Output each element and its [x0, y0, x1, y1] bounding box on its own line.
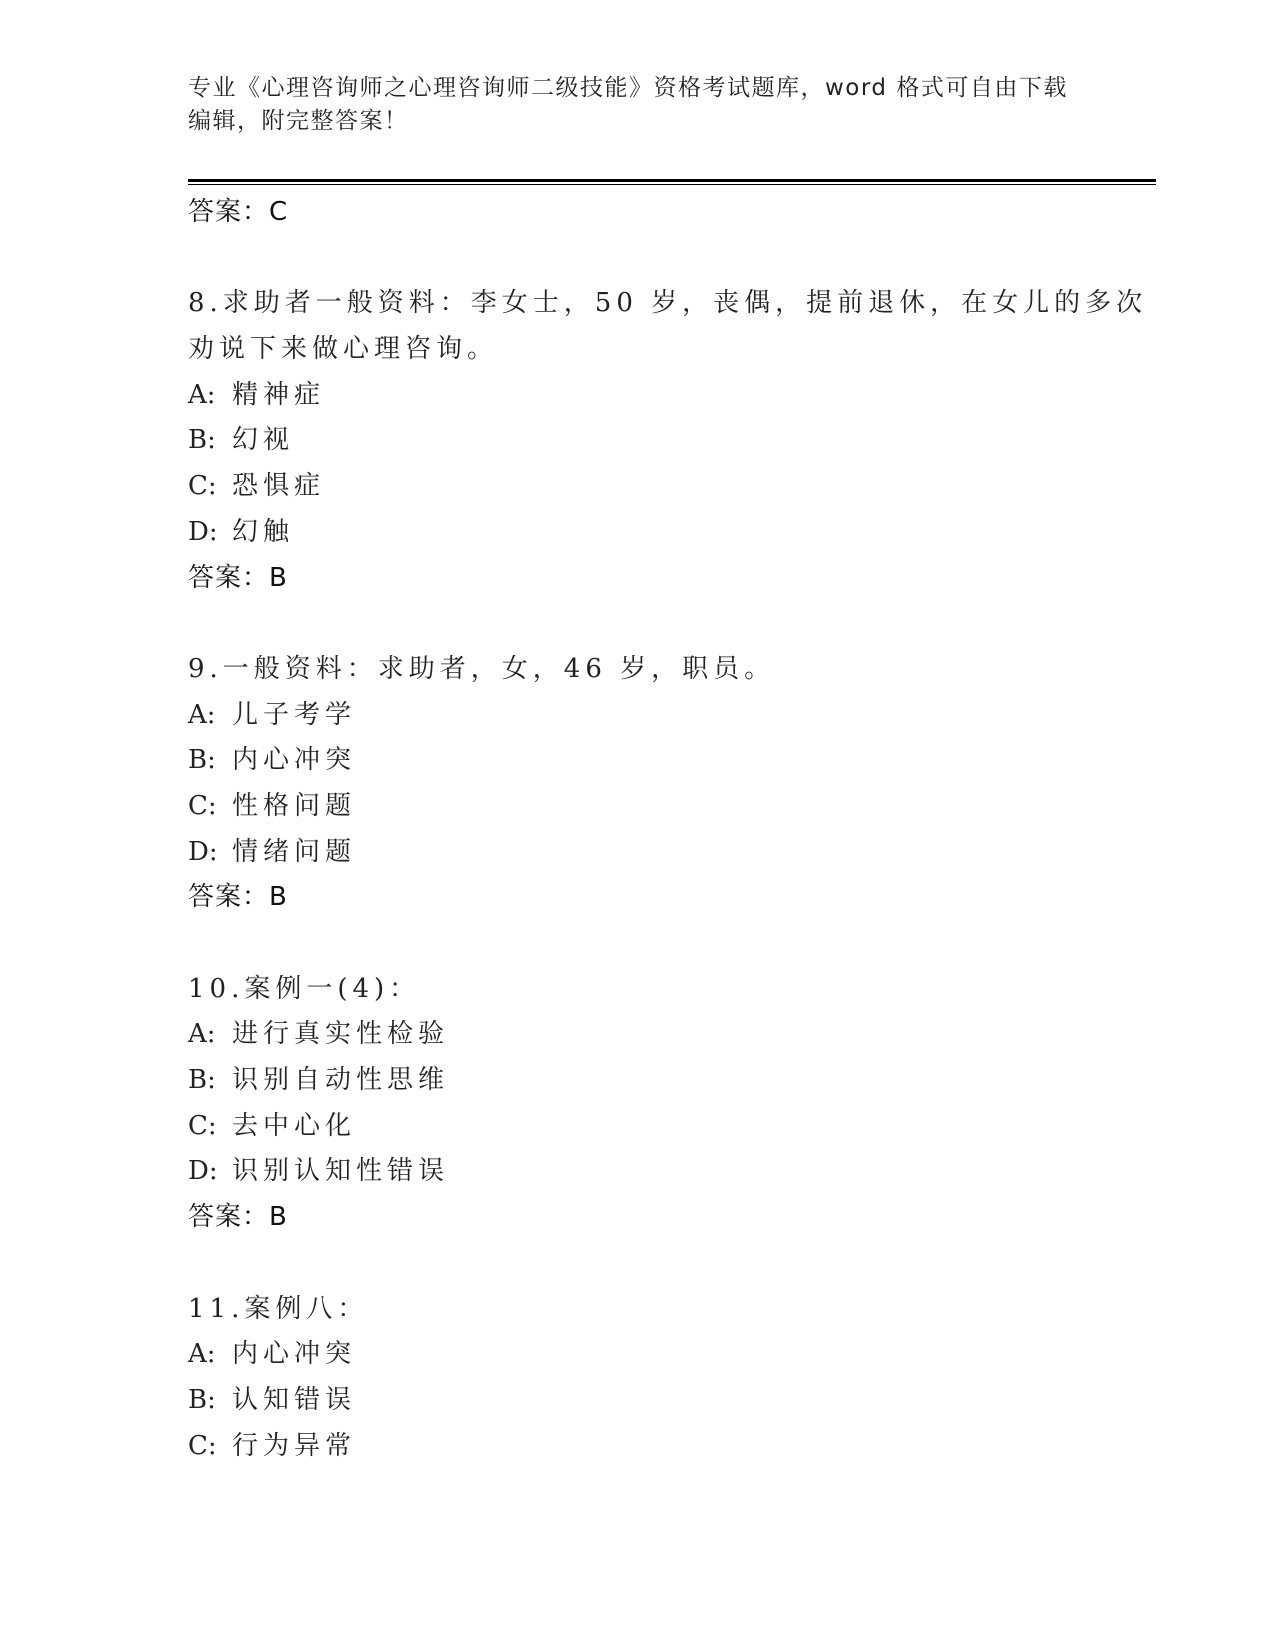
question-8 [188, 281, 1148, 601]
question-stem: 9.一般资料：求助者，女，46 岁，职员。 [188, 653, 776, 684]
option-letter: C: [188, 790, 217, 821]
option-text: 内心冲突 [232, 1339, 357, 1370]
option-d [188, 830, 1088, 876]
spacer [188, 236, 1088, 282]
option-text: 去中心化 [232, 1110, 357, 1141]
header-divider-thin [188, 184, 1156, 185]
option-letter: C: [188, 1430, 217, 1461]
option-c [188, 1424, 1088, 1470]
option-text: 行为异常 [232, 1430, 357, 1461]
option-letter: C: [188, 1110, 217, 1141]
option-a [188, 1012, 1088, 1058]
option-text: 认知错误 [232, 1384, 357, 1415]
question-list [188, 190, 1148, 1469]
question-11 [188, 1287, 1088, 1470]
option-text: 识别自动性思维 [232, 1065, 450, 1096]
option-c [188, 464, 1088, 510]
question-stem-continued: 劝说下来做心理咨询。 [188, 334, 499, 365]
option-b [188, 738, 1088, 784]
option-text: 恐惧症 [232, 471, 326, 502]
option-letter: A: [188, 699, 216, 730]
option-text: 识别认知性错误 [232, 1156, 450, 1187]
option-text: 性格问题 [232, 790, 357, 821]
option-letter: B: [188, 1384, 216, 1415]
option-letter: B: [188, 745, 216, 776]
option-text: 情绪问题 [232, 836, 357, 867]
answer: 答案：B [188, 562, 288, 593]
option-letter: A: [188, 1019, 216, 1050]
answer: 答案：B [188, 1202, 288, 1233]
option-letter: A: [188, 1339, 216, 1370]
option-letter: D: [188, 1156, 218, 1187]
option-text: 内心冲突 [232, 745, 357, 776]
spacer [188, 921, 1088, 967]
option-c [188, 1104, 1088, 1150]
previous-answer: 答案：C [188, 197, 289, 227]
option-letter: D: [188, 836, 218, 867]
option-letter: A: [188, 379, 216, 410]
spacer [188, 1241, 1088, 1287]
option-text: 精神症 [232, 379, 326, 410]
header-divider-thick [188, 179, 1156, 182]
question-stem: 8.求助者一般资料：李女士，50 岁，丧偶，提前退休，在女儿的多次 [188, 288, 1148, 319]
question-stem: 10.案例一(4)： [188, 973, 421, 1004]
option-text: 儿子考学 [232, 699, 357, 730]
question-stem: 11.案例八： [188, 1293, 369, 1324]
option-letter: B: [188, 1065, 216, 1096]
option-text: 进行真实性检验 [232, 1019, 450, 1050]
document-header [188, 72, 1068, 138]
header-line-1: 专业《心理咨询师之心理咨询师二级技能》资格考试题库，word 格式可自由下载 [188, 75, 1068, 101]
option-letter: C: [188, 471, 217, 502]
option-b [188, 418, 1088, 464]
option-b [188, 1378, 1088, 1424]
option-text: 幻触 [232, 516, 295, 547]
question-10 [188, 967, 1088, 1241]
option-c [188, 784, 1088, 830]
option-b [188, 1058, 1088, 1104]
option-d [188, 510, 1088, 556]
header-line-2: 编辑，附完整答案！ [188, 108, 409, 134]
option-letter: B: [188, 425, 216, 456]
spacer [188, 601, 1088, 647]
option-d [188, 1149, 1088, 1195]
option-a [188, 1332, 1088, 1378]
answer: 答案：B [188, 882, 288, 913]
option-a [188, 373, 1088, 419]
option-text: 幻视 [232, 425, 295, 456]
option-letter: D: [188, 516, 218, 547]
option-a [188, 693, 1088, 739]
question-9 [188, 647, 1088, 921]
